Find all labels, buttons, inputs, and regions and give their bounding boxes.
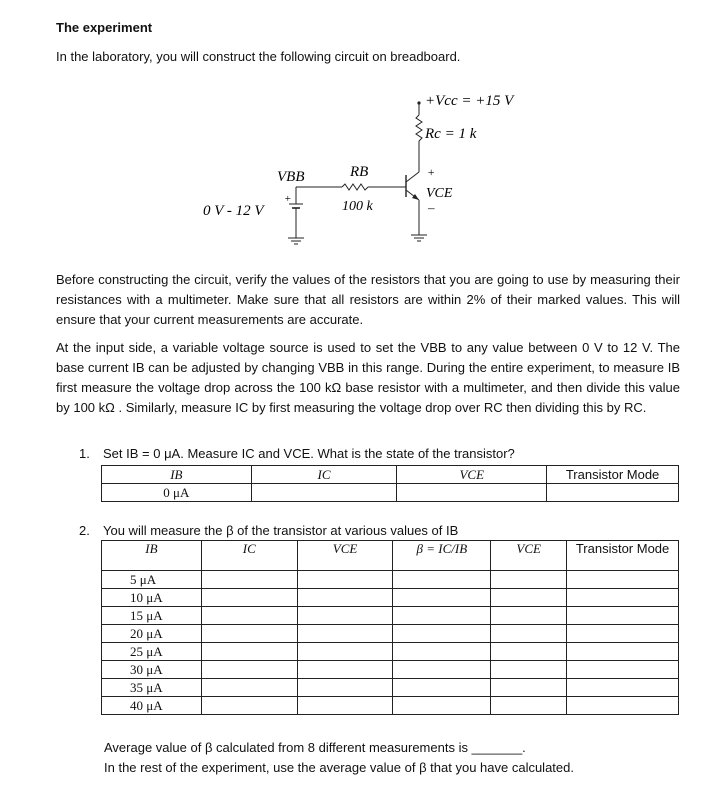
cell-vce-input[interactable] (297, 643, 393, 661)
cell-beta-input[interactable] (393, 589, 491, 607)
use-average-note: In the rest of the experiment, use the average value of β that you have calculated. (104, 760, 574, 775)
paragraph-resistor-check: Before constructing the circuit, verify the values of the resistors that you are going to use by measuring their resistances with a multimeter. Make sure that all resistors are within 2% of their marked values. This will ensure that your current measurements are accurate. (56, 272, 680, 327)
cell-vce-input[interactable] (297, 625, 393, 643)
cell-vce-input[interactable] (297, 589, 393, 607)
header-transistor-mode: Transistor Mode (547, 466, 679, 484)
cell-ib: 20 μA (102, 625, 202, 643)
table-row (102, 589, 679, 607)
cell-vce2-input[interactable] (491, 607, 567, 625)
header-beta: β = IC/IB (393, 541, 491, 571)
rc-label: Rc = 1 k (425, 126, 477, 142)
question-2 (79, 523, 458, 538)
table-row (102, 643, 679, 661)
cell-ib: 40 μA (102, 697, 202, 715)
cell-vce2-input[interactable] (491, 697, 567, 715)
header-ib: IB (102, 541, 202, 571)
table-row (102, 607, 679, 625)
average-beta-line: Average value of β calculated from 8 different measurements is _______. (104, 740, 526, 755)
table-row (102, 625, 679, 643)
header-vce-2: VCE (491, 541, 567, 571)
cell-vce2-input[interactable] (491, 643, 567, 661)
cell-ib: 25 μA (102, 643, 202, 661)
header-ib: IB (102, 466, 252, 484)
rb-resistor (342, 184, 368, 190)
cell-ib: 35 μA (102, 679, 202, 697)
vce-label: VCE (426, 186, 453, 201)
circuit-diagram (190, 80, 570, 255)
cell-mode-input[interactable] (567, 589, 679, 607)
table-row (102, 484, 679, 502)
cell-mode-input[interactable] (567, 697, 679, 715)
question-1-text: Set IB = 0 μA. Measure IC and VCE. What is the state of the transistor? (103, 446, 515, 461)
table-row (102, 571, 679, 589)
cell-ic-input[interactable] (201, 571, 297, 589)
cell-mode-input[interactable] (547, 484, 679, 502)
cell-beta-input[interactable] (393, 697, 491, 715)
cell-ib: 10 μA (102, 589, 202, 607)
table-row (102, 679, 679, 697)
cell-mode-input[interactable] (567, 679, 679, 697)
cell-ic-input[interactable] (201, 625, 297, 643)
cell-beta-input[interactable] (393, 607, 491, 625)
table-q2-body (102, 571, 679, 715)
vcc-label: +Vcc = +15 V (425, 93, 514, 109)
question-2-text: You will measure the β of the transistor at various values of IB (103, 523, 459, 538)
cell-mode-input[interactable] (567, 643, 679, 661)
vce-plus: + (427, 165, 436, 179)
cell-ic-input[interactable] (201, 697, 297, 715)
vbb-label: VBB (277, 169, 305, 185)
cell-vce2-input[interactable] (491, 589, 567, 607)
cell-vce-input[interactable] (297, 697, 393, 715)
question-2-number: 2. (79, 523, 90, 538)
table-q1-header (102, 466, 679, 484)
cell-vce-input[interactable] (297, 661, 393, 679)
table-q1 (101, 465, 679, 502)
cell-mode-input[interactable] (567, 607, 679, 625)
paragraph-procedure: At the input side, a variable voltage source is used to set the VBB to any value between 0 V to 12 V. The base current IB can be adjusted by changing VBB in this range. During the entire experiment, to measure IB first measure the voltage drop across the 100 kΩ base resistor with a multimeter, and then divide this value by 100 kΩ . Similarly, measure IC by first measuring the voltage drop over RC then dividing this by RC. (56, 340, 680, 415)
vce-minus: – (428, 200, 435, 215)
source-range: 0 V - 12 V (203, 203, 264, 219)
section-title: The experiment (56, 20, 153, 35)
cell-vce-input[interactable] (397, 484, 547, 502)
cell-mode-input[interactable] (567, 625, 679, 643)
cell-beta-input[interactable] (393, 571, 491, 589)
cell-beta-input[interactable] (393, 661, 491, 679)
cell-ic-input[interactable] (201, 661, 297, 679)
cell-vce-input[interactable] (297, 679, 393, 697)
cell-mode-input[interactable] (567, 661, 679, 679)
question-1-number: 1. (79, 446, 90, 461)
cell-ib-0: 0 μA (102, 484, 252, 502)
table-row (102, 661, 679, 679)
cell-ib: 5 μA (102, 571, 202, 589)
cell-ic-input[interactable] (201, 589, 297, 607)
header-transistor-mode: Transistor Mode (567, 541, 679, 571)
cell-vce-input[interactable] (297, 571, 393, 589)
cell-ic-input[interactable] (201, 643, 297, 661)
cell-vce2-input[interactable] (491, 571, 567, 589)
cell-vce-input[interactable] (297, 607, 393, 625)
header-vce: VCE (297, 541, 393, 571)
cell-vce2-input[interactable] (491, 625, 567, 643)
table-q2 (101, 540, 679, 715)
cell-vce2-input[interactable] (491, 661, 567, 679)
question-1 (79, 446, 515, 461)
cell-vce2-input[interactable] (491, 679, 567, 697)
table-row (102, 697, 679, 715)
cell-beta-input[interactable] (393, 643, 491, 661)
cell-ib: 30 μA (102, 661, 202, 679)
rb-label: RB (350, 164, 369, 180)
cell-ic-input[interactable] (201, 679, 297, 697)
cell-beta-input[interactable] (393, 625, 491, 643)
cell-mode-input[interactable] (567, 571, 679, 589)
intro-text: In the laboratory, you will construct the following circuit on breadboard. (56, 49, 461, 64)
rb-value: 100 k (342, 199, 373, 214)
collector-lead (406, 172, 419, 182)
cell-ic-input[interactable] (201, 607, 297, 625)
cell-ic-input[interactable] (251, 484, 397, 502)
cell-ib: 15 μA (102, 607, 202, 625)
rc-resistor (416, 115, 422, 141)
table-q2-header (102, 541, 679, 571)
header-vce: VCE (397, 466, 547, 484)
header-ic: IC (201, 541, 297, 571)
header-ic: IC (251, 466, 397, 484)
vbb-plus: + (284, 193, 292, 205)
cell-beta-input[interactable] (393, 679, 491, 697)
